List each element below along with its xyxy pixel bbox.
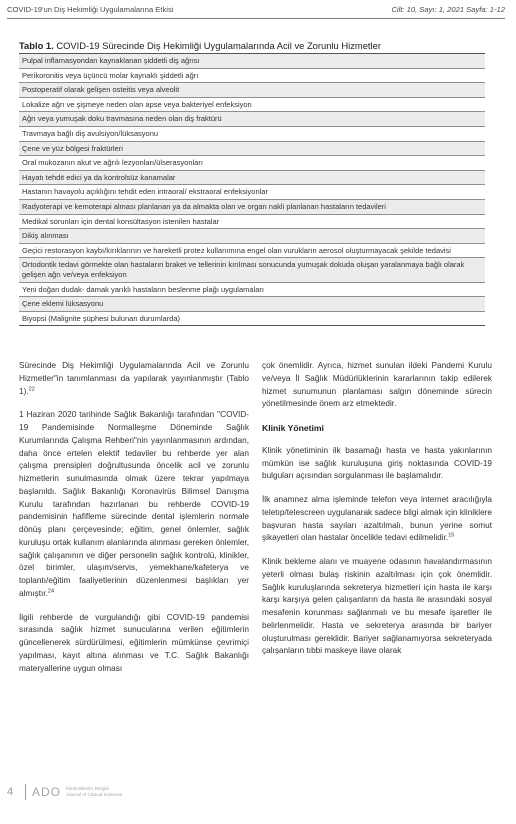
paragraph <box>262 494 492 545</box>
journal-logo: ADO <box>32 785 62 799</box>
journal-name-en: Journal of Clinical Sciences <box>66 792 123 797</box>
table-row: Biyopsi (Malignite şüphesi bulunan durumlarda) <box>22 313 181 323</box>
table-row: Lokalize ağrı ve şişmeye neden olan apse veya bakteriyel enfeksiyon <box>19 98 485 113</box>
table-row: Çene eklemi lüksasyonu <box>19 297 485 312</box>
paragraph <box>262 445 492 483</box>
footer-divider <box>25 784 26 800</box>
table-caption <box>19 40 485 51</box>
table-row: Travmaya bağlı diş avulsiyon/lüksasyonu <box>19 127 485 142</box>
section-heading: Klinik Yönetimi <box>262 423 324 433</box>
page-footer <box>7 782 122 802</box>
paragraph-text: İlgili rehberde de vurgulandığı gibi COVID-19 pandemisi sırasında sağlık hizmet sunucularına verilen eğitimlerin güncellenerek sürdürülmesi, eğitimlerin mümkünse çevrimiçi yapılması, kayıt altına alınması ve T.C. Sağlık Bakanlığı materyallerine uygun olması <box>19 612 249 673</box>
journal-name <box>66 786 122 797</box>
table-row: Çene ve yüz bölgesi fraktürleri <box>19 142 485 157</box>
paragraph-text: İlk anamnez alma işleminde telefon veya internet aracılığıyla teletıp/telescreen uygulanarak sadece bilgi almak için kliniklere başvuran hasta sayıları azaltılmalı, bunun yerine somut şikayetleri olan hastalar öncelikle tedavi edilmelidir. <box>262 495 492 543</box>
running-header-citation: Cilt: 10, Sayı: 1, 2021 Sayfa: 1-12 <box>391 5 505 14</box>
paragraph-text: 1 Haziran 2020 tarihinde Sağlık Bakanlığı tarafından "COVID-19 Pandemisinde Normalleşme Döneminde Sağlık Kurumlarında Çalışma Rehberi"nin yayınlanmasının ardından, daha önce ertelen elektif tedaviler bu rehberde yer alan çalışma prensipleri doğrultusunda öncelik acil ve zorunlu hizmetlerin sunulmasında olmak üzere tekrar yapılmaya başlanıldı. Sağlık Bakanlığı Koronavirüs Bilimsel Danışma Kurulu tarafından hazırlanan bu rehberde COVID-19 pandemisinin hafifleme sürecinde dental işlemlerin normale dönüş planı çerçevesinde; eğitim, genel önlemler, sağlık kuruluşu ortak kullanım alanlarında alınması gereken önlemler, sağlık çalışanının ve diğer personelin sağlık kontrolü, klinikler, özel birimler, ulaşım/servis, yemekhane/kafeterya ve toplantı/eğitim faaliyetlerinin düzenlenmesi başlıkları yer almıştır. <box>19 410 249 598</box>
page-number: 4 <box>7 786 14 798</box>
reference-mark: 22 <box>28 385 35 392</box>
table-row: Hayatı tehdit edici ya da kontrolsüz kanamalar <box>19 171 485 186</box>
table-row: Dikiş alınması <box>19 229 485 244</box>
table-1 <box>19 40 485 326</box>
paragraph <box>19 612 249 676</box>
paragraph-text: Klinik bekleme alanı ve muayene odasının havalandırmasının yeterli olması bulaş riskinin azaltılması için çok önemlidir. Sağlık kuruluşlarında sekreterya hizmetleri için hasta ile karşı karşı karşıya gelen çalışanların da hasta ile arasındaki sosyal mesafenin korunması sağlanmalı ve bu mesafe işaretler ile belirlenmelidir. Hasta ve sekreterya arasında bir bariyer oluşturulması gereklidir. Bariyer sağlanamıyorsa sekreteryada çalışanların tıbbi maskeye ilave olarak <box>262 557 492 656</box>
right-column <box>262 360 492 669</box>
paragraph <box>19 409 249 600</box>
running-header <box>7 5 505 14</box>
paragraph <box>262 360 492 411</box>
table-row: Hastanın havayolu açıklığını tehdit eden intraoral/ ekstraoral enfeksiyonlar <box>19 185 485 200</box>
table-row: Oral mukozanın akut ve ağrılı lezyonları/ülserasyonları <box>19 156 485 171</box>
table-row: Medikal sorunları için dental konsültasyon istenilen hastalar <box>19 215 485 230</box>
paragraph-text: Sürecinde Diş Hekimliği Uygulamalarında Acil ve Zorunlu Hizmetler"in tanımlanması da yapılarak yayınlanmıştır (Tablo 1). <box>19 361 249 396</box>
table-row: Perikoronitis veya üçüncü molar kaynaklı şiddetli ağrı <box>19 69 485 84</box>
table-row: Yeni doğan dudak- damak yarıklı hastaların beslenme plağı uygulamaları <box>19 283 485 298</box>
running-header-title: COVID-19'un Diş Hekimliği Uygulamalarına Etkisi <box>7 5 174 14</box>
table-row: Ağrı veya yumuşak doku travmasına neden olan diş fraktürü <box>19 112 485 127</box>
table-title: COVID-19 Sürecinde Diş Hekimliği Uygulamalarında Acil ve Zorunlu Hizmetler <box>56 40 381 51</box>
table-row: Radyoterapi ve kemoterapi alması planlanan ya da almakta olan ve organ nakli planlanan hastaların tedavileri <box>19 200 485 215</box>
paragraph <box>19 360 249 398</box>
journal-name-tr: Klinik Bilimler Dergisi <box>66 786 109 792</box>
paragraph-text: Klinik yönetiminin ilk basamağı hasta ve hasta yakınlarının mümkün ise sağlık kuruluşuna giriş noktasında COVID-19 bulguları açısından sorgulanması ile başlamalıdır. <box>262 445 492 481</box>
paragraph <box>262 556 492 658</box>
table-row: Ortodontik tedavi görmekte olan hastaların braket ve tellerinin kırılması sonucunda yumuşak dokuda oluşan yaralanmaya bağlı olarak gelişen ağrı ve/veya enfeksiyon <box>19 258 485 282</box>
left-column <box>19 360 249 686</box>
table-row: Postoperatif olarak gelişen osteitis veya alveolit <box>19 83 485 98</box>
table-row: Pulpal inflamasyondan kaynaklanan şiddetli diş ağrısı <box>19 54 485 69</box>
table-label: Tablo 1. <box>19 40 54 51</box>
table-body <box>19 53 485 326</box>
reference-mark: 15 <box>448 532 455 539</box>
table-row: Geçici restorasyon kaybı/kırıklarının ve hareketli protez kullanımına engel olan vurukların aerosol oluşturmayacak şekilde tedavisi <box>19 244 485 259</box>
reference-mark: 24 <box>47 588 55 594</box>
paragraph-text: çok önemlidir. Ayrıca, hizmet sunulan ildeki Pandemi Kurulu ve/veya İl Sağlık Müdürlüklerinin kararlarının takip edilerek hizmet sunumunun planlaması salgın döneminde sürecin yönetilmesinde önem arz etmektedir. <box>262 361 492 409</box>
header-rule <box>7 18 505 19</box>
